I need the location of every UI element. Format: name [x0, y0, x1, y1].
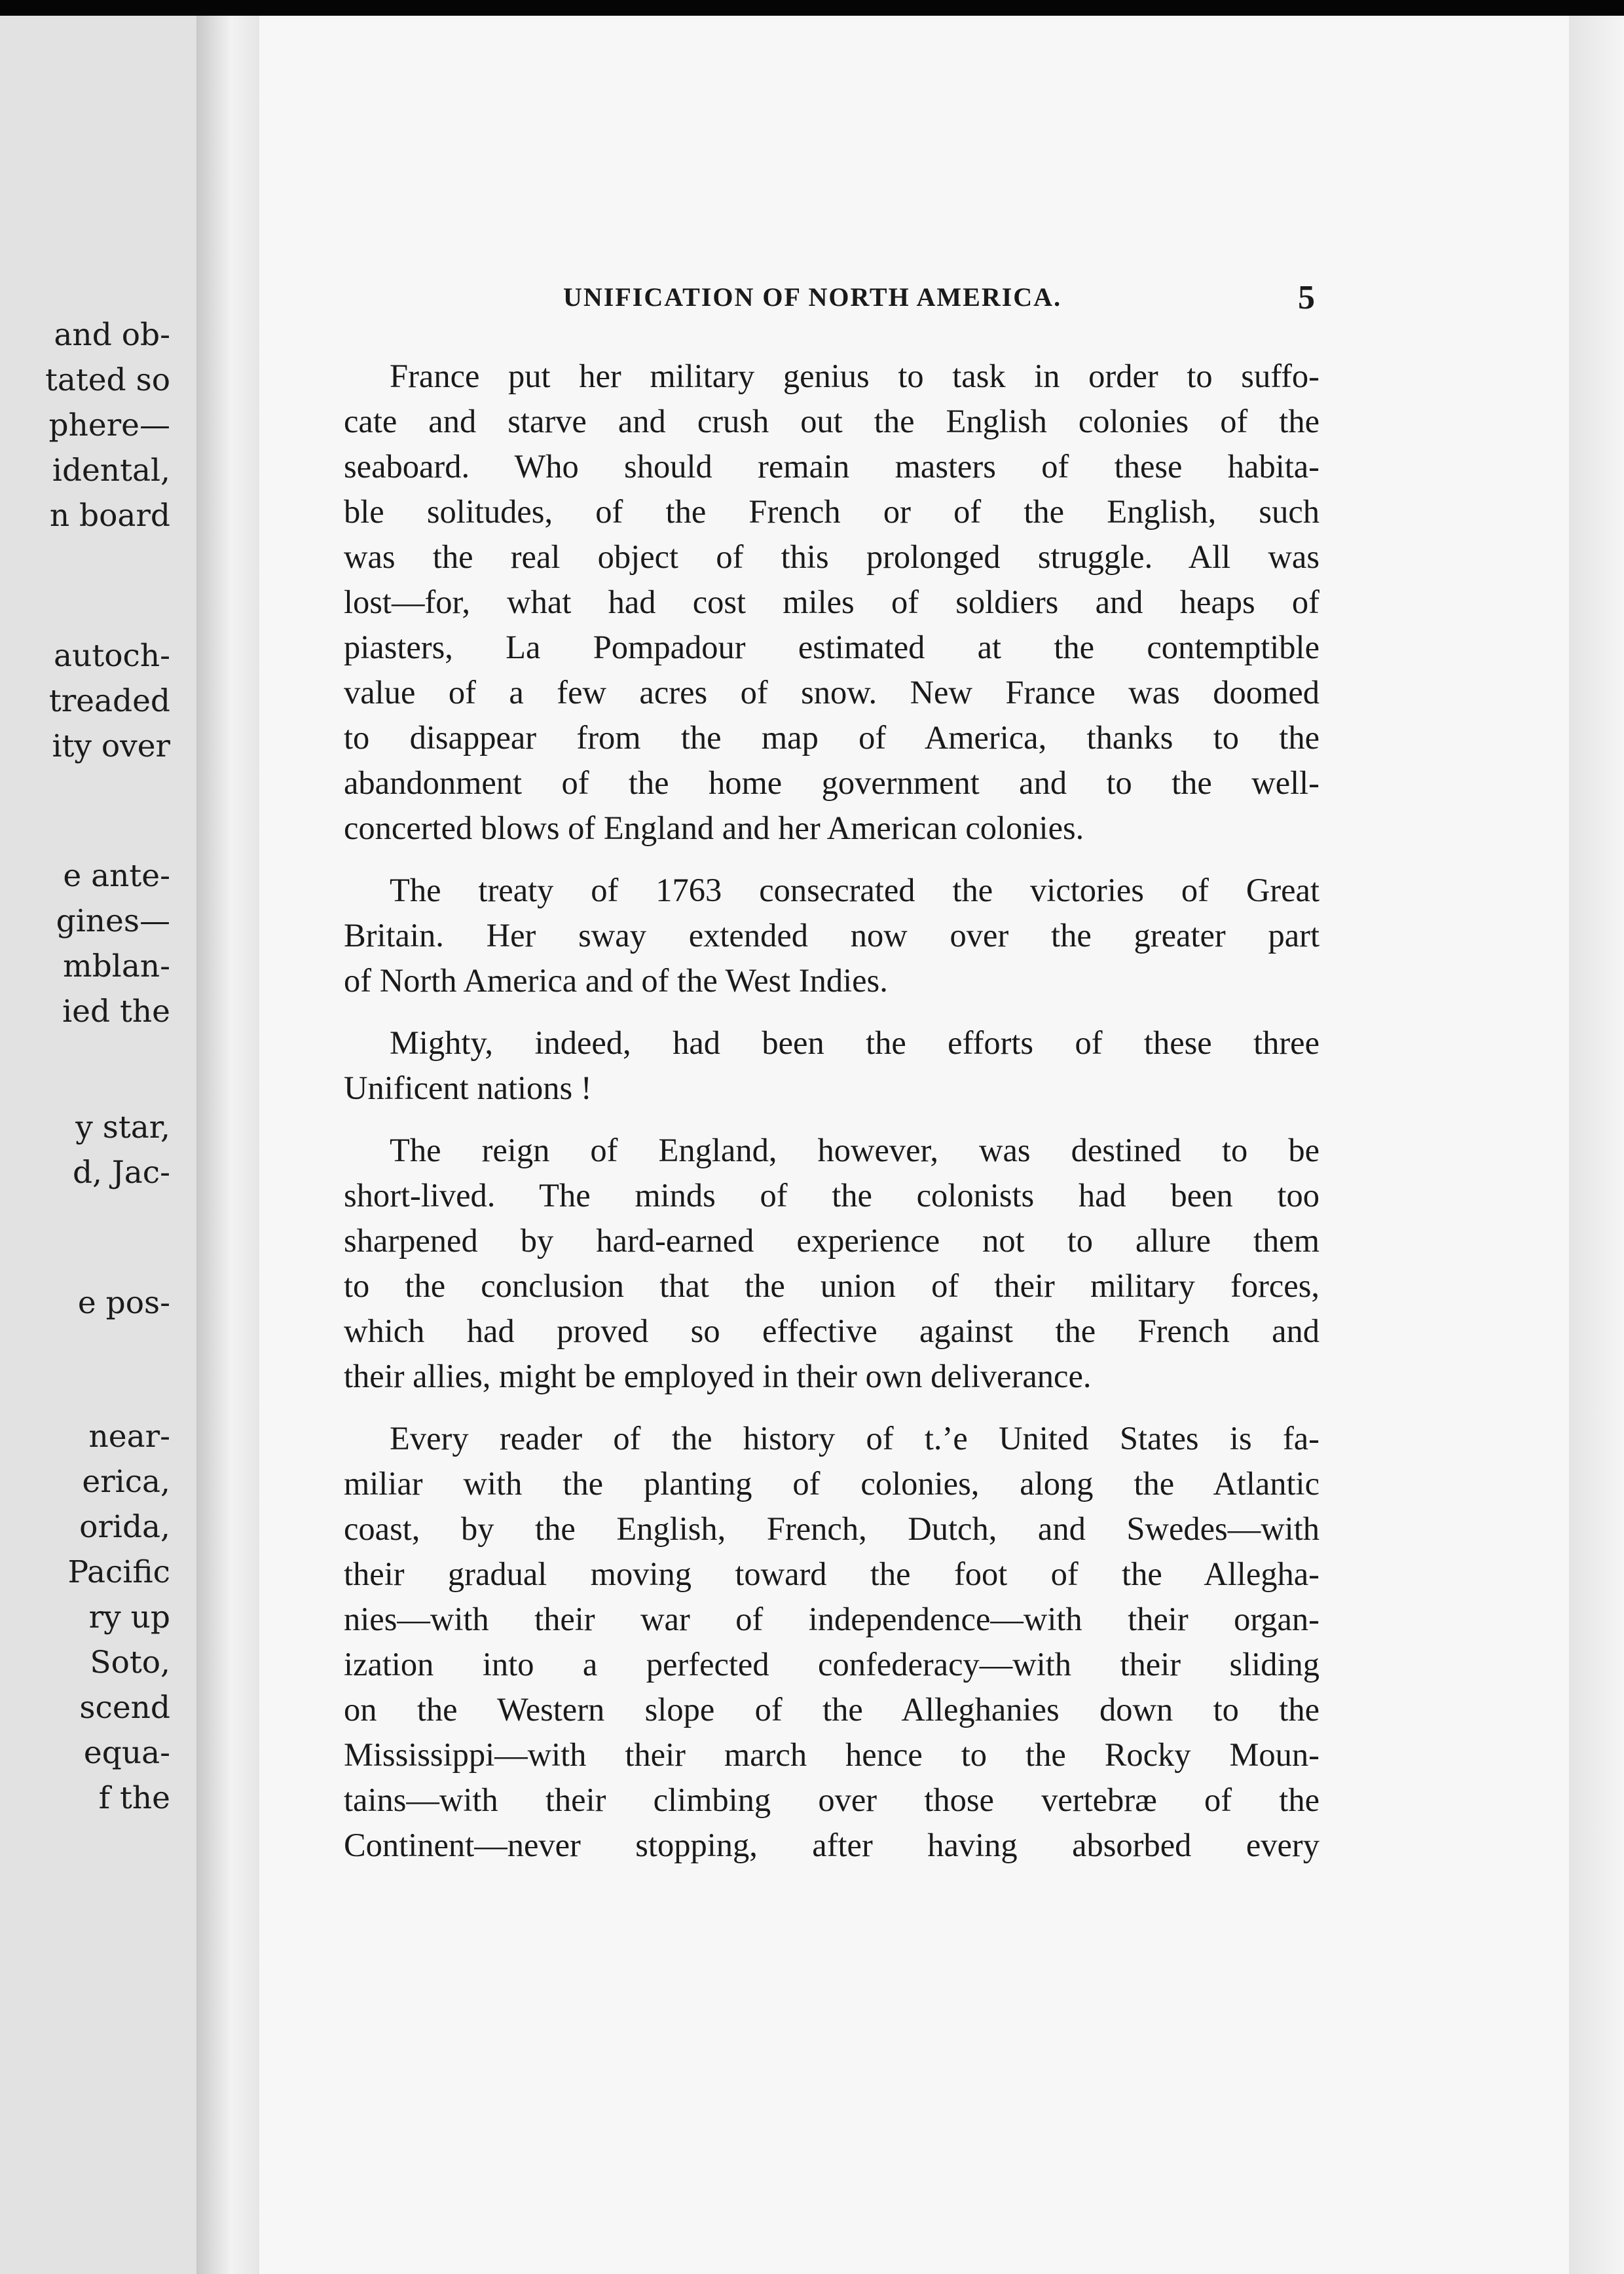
text-line: concerted blows of England and her American colonies.	[344, 810, 1084, 846]
scan-top-border	[0, 0, 1624, 16]
text-line: to disappear from the map of America, thanks to the	[344, 719, 1320, 756]
left-fragment-line: gines—	[56, 903, 170, 939]
text-line: value of a few acres of snow. New France was doomed	[344, 674, 1320, 711]
text-line: Mighty, indeed, had been the efforts of these three	[390, 1024, 1320, 1061]
text-line: France put her military genius to task in order to suffo-	[390, 358, 1320, 394]
text-line: seaboard. Who should remain masters of these habita-	[344, 448, 1320, 485]
book-gutter	[196, 16, 259, 2274]
left-fragment-line: d, Jac-	[72, 1155, 170, 1191]
running-head: UNIFICATION OF NORTH AMERICA.	[563, 282, 1062, 312]
text-line: tains—with their climbing over those vertebræ of the	[344, 1781, 1320, 1818]
left-fragment-line: e ante-	[63, 858, 170, 894]
text-line: lost—for, what had cost miles of soldiers and heaps of	[344, 584, 1320, 620]
page-number: 5	[1298, 279, 1315, 316]
left-fragment-line: erica,	[82, 1464, 170, 1500]
left-fragment-line: e pos-	[77, 1285, 170, 1321]
text-line: cate and starve and crush out the English colonies of the	[344, 403, 1320, 439]
left-fragment-line: n board	[49, 498, 170, 534]
body-text	[344, 354, 1320, 1885]
left-fragment-line: orida,	[79, 1509, 170, 1545]
left-fragment-line: Soto,	[90, 1645, 170, 1681]
text-line: nies—with their war of independence—with their organ-	[344, 1601, 1320, 1637]
left-fragment-line: idental,	[52, 453, 170, 489]
text-line: sharpened by hard-earned experience not to allure them	[344, 1222, 1320, 1259]
text-line: piasters, La Pompadour estimated at the contemptible	[344, 629, 1320, 665]
text-line: The reign of England, however, was destined to be	[390, 1132, 1320, 1168]
text-line: short-lived. The minds of the colonists had been too	[344, 1177, 1320, 1214]
left-fragment-line: treaded	[48, 683, 170, 719]
left-fragment-line: mblan-	[63, 948, 170, 984]
left-fragment-line: y star,	[75, 1109, 170, 1146]
text-line: ization into a perfected confederacy—with their sliding	[344, 1646, 1320, 1683]
text-line: abandonment of the home government and to the well-	[344, 764, 1320, 801]
text-line: their allies, might be employed in their own deliverance.	[344, 1358, 1092, 1394]
text-line: Every reader of the history of t.’e United States is fa-	[390, 1420, 1320, 1457]
text-line: Continent—never stopping, after having absorbed every	[344, 1827, 1320, 1863]
text-line: Mississippi—with their march hence to the Rocky Moun-	[344, 1736, 1320, 1773]
left-fragment-line: and ob-	[54, 317, 170, 353]
paragraph	[344, 868, 1320, 1003]
text-line: miliar with the planting of colonies, along the Atlantic	[344, 1465, 1320, 1502]
left-fragment-line: ied the	[62, 994, 170, 1030]
paragraph	[344, 354, 1320, 851]
text-line: The treaty of 1763 consecrated the victories of Great	[390, 872, 1320, 908]
left-fragment-line: near-	[88, 1419, 170, 1455]
page-edge	[1569, 16, 1624, 2274]
left-fragment-line: equa-	[83, 1735, 170, 1771]
text-line: of North America and of the West Indies.	[344, 962, 888, 999]
paragraph	[344, 1020, 1320, 1111]
left-fragment-line: ry up	[88, 1599, 170, 1635]
left-fragment-line: autoch-	[54, 638, 170, 674]
text-line: to the conclusion that the union of their military forces,	[344, 1267, 1320, 1304]
text-line: coast, by the English, French, Dutch, and Swedes—with	[344, 1510, 1320, 1547]
text-line: ble solitudes, of the French or of the English, such	[344, 493, 1320, 530]
paragraph	[344, 1416, 1320, 1868]
text-line: which had proved so effective against the French and	[344, 1313, 1320, 1349]
text-line: their gradual moving toward the foot of the Allegha-	[344, 1556, 1320, 1592]
left-fragment-line: ity over	[52, 728, 170, 764]
left-fragment-line: tated so	[45, 362, 170, 398]
left-fragment-line: f the	[98, 1780, 170, 1816]
left-page	[0, 16, 204, 2274]
text-line: on the Western slope of the Alleghanies down to the	[344, 1691, 1320, 1728]
text-line: was the real object of this prolonged struggle. All was	[344, 538, 1320, 575]
text-line: Unificent nations !	[344, 1070, 592, 1106]
left-fragment-line: Pacific	[67, 1554, 170, 1590]
left-fragment-line: phere—	[48, 407, 170, 443]
paragraph	[344, 1128, 1320, 1399]
left-fragment-line: scend	[79, 1690, 170, 1726]
text-line: Britain. Her sway extended now over the greater part	[344, 917, 1320, 954]
